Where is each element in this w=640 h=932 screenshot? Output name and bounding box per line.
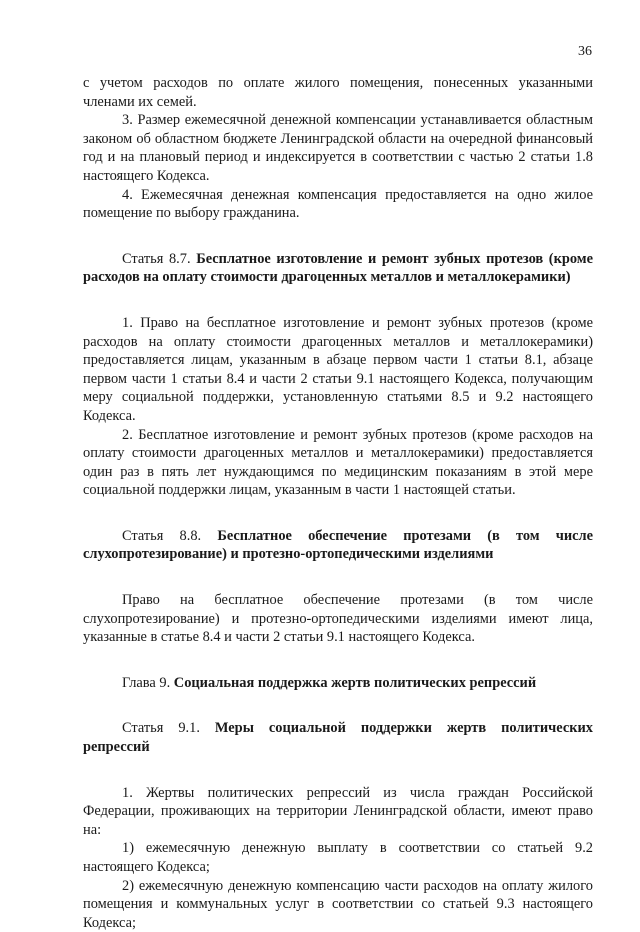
paragraph-one-dwelling: 4. Ежемесячная денежная компенсация предоставляется на одно жилое помещение по выбору гражданина. [83,186,593,222]
page-number: 36 [578,44,592,59]
article-9-1-heading [83,719,593,756]
document-body [83,74,593,932]
paragraph-compensation-amount: 3. Размер ежемесячной денежной компенсации устанавливается областным законом об областном бюджете Ленинградской области на очередной финансовый год и на плановый период и индексируется в соответствии с частью 2 статьи 1.8 настоящего Кодекса. [83,112,593,184]
paragraph-dental-frequency: 2. Бесплатное изготовление и ремонт зубных протезов (кроме расходов на оплату стоимости драгоценных металлов и металлокерамики) предоставляется один раз в пять лет нуждающимся по медицинским показаниям в этой мере социальной поддержки лицам, указанным в части 1 настоящей статьи. [83,426,593,499]
paragraph-continued: с учетом расходов по оплате жилого помещения, понесенных указанными членами их семей. [83,75,593,110]
article-9-1-title: Меры социальной поддержки жертв политических репрессий [83,720,593,756]
paragraph-repression-victims-rights: 1. Жертвы политических репрессий из числа граждан Российской Федерации, проживающих на территории Ленинградской области, имеют право на: [83,784,593,838]
chapter-9-number: Глава 9. [122,674,174,691]
paragraph-prosthetics-right: Право на бесплатное обеспечение протезами (в том числе слухопротезирование) и протезно-ортопедическими изделиями имеют лица, указанные в статье 8.4 и части 2 статьи 9.1 настоящего Кодекса. [83,592,593,646]
list-item-housing-compensation: 2) ежемесячную денежную компенсацию части расходов на оплату жилого помещения и коммунальных услуг в соответствии со статьей 9.3 настоящего Кодекса; [83,877,593,931]
chapter-9-heading [83,674,593,693]
chapter-9-title: Социальная поддержка жертв политических репрессий [173,674,537,691]
article-8-7-number: Статья 8.7. [122,250,197,267]
article-9-1-number: Статья 9.1. [122,720,215,737]
article-8-7-title: Бесплатное изготовление и ремонт зубных протезов (кроме расходов на оплату стоимости драгоценных металлов и металлокерамики) [83,250,593,286]
article-8-8-number: Статья 8.8. [122,527,218,544]
article-8-7-heading [83,250,593,287]
list-item-monthly-payment: 1) ежемесячную денежную выплату в соответствии со статьей 9.2 настоящего Кодекса; [83,840,593,875]
article-8-8-heading [83,527,593,564]
paragraph-dental-right: 1. Право на бесплатное изготовление и ремонт зубных протезов (кроме расходов на оплату стоимости драгоценных металлов и металлокерамики) предоставляется лицам, указанным в абзаце первом части 1 статьи 8.1, абзаце первом части 1 статьи 8.4 и части 2 статьи 9.1 настоящего Кодекса, получающим меру социальной поддержки, установленную статьями 8.5 и 9.2 настоящего Кодекса. [83,314,593,424]
article-8-8-title: Бесплатное обеспечение протезами (в том числе слухопротезирование) и протезно-ортопедическими изделиями [83,527,594,563]
